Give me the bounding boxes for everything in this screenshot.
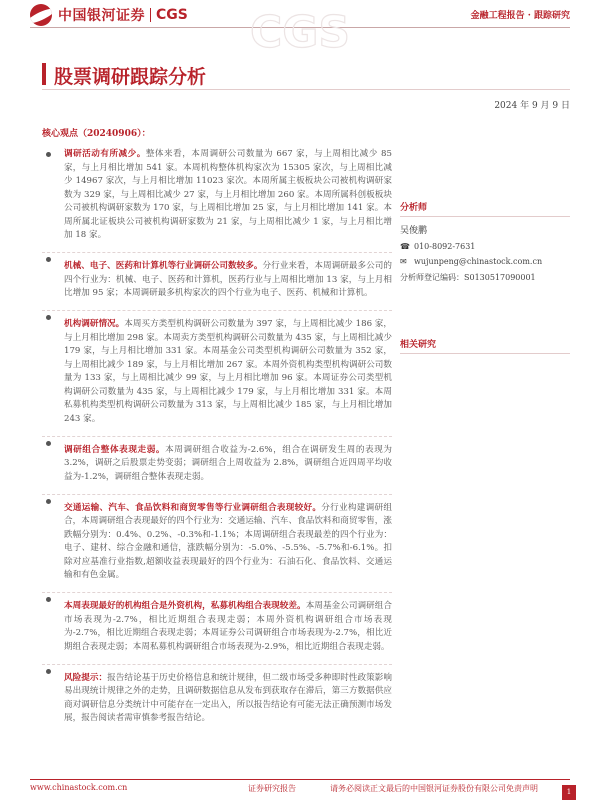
- bullet-lead: 调研活动有所减少。: [64, 149, 146, 159]
- footer-website[interactable]: www.chinastock.com.cn: [30, 783, 128, 792]
- phone-number: 010-8092-7631: [414, 242, 476, 251]
- footer-center: 证券研究报告: [248, 784, 296, 793]
- report-type: 金融工程报告 · 跟踪研究: [470, 11, 570, 21]
- analyst-heading: 分析师: [400, 200, 570, 217]
- logo-cn-text: 中国银河证券: [58, 8, 145, 24]
- bullet-text: 分行业构建调研组合，本周调研组合表现最好的四个行业为：交通运输、汽车、食品饮料和商贸零售，涨跌幅分别为：0.4%、0.2%、-0.3%和-1.1%；本周调研组合表现最差的四个行业为：电子、建材、综合金融和通信，涨跌幅分别为：-5.0%、-5.5%、-5.7%和-6.1%。扣除对应基准行业指数,超额收益表现最好的四个行业为：石油石化、食品饮料、交通运输和有色金属。: [64, 502, 392, 580]
- bullet-lead: 风险提示：: [64, 672, 108, 683]
- bullet-text: 分行业来看，本周调研最多公司的四个行业为：机械、电子、医药和计算机，医药行业与上周相比增加 13 家，与上月相比增加 95 家；本周调研最多机构家次的四个行业为电子、医药、机械和计算机。: [64, 261, 392, 298]
- phone-row: [400, 242, 570, 251]
- report-date: 2024 年 9 月 9 日: [494, 101, 570, 111]
- phone-icon: ☎: [400, 242, 410, 251]
- main-content: [42, 148, 392, 735]
- bullet-lead: 交通运输、汽车、食品饮料和商贸零售等行业调研组合表现较好。: [64, 502, 322, 513]
- bullet-text: 整体来看，本周调研公司数量为 667 家，与上周相比减少 85 家，与上月相比增加 541 家。本周机构整体机构家次为 15305 家次，与上周相比减少 14967 家次，与上月相比增加 11023 家次。本周所属主板板块公司被机构调研家数为 329 家，与上周相比减少 27 家，与上月相比增加 260 家。本周所属科创板板块公司被机构调研家数为 170 家，与上周相比增加 25 家，与上月相比增加 141 家。本周所属北证板块公司被机构调研家数为 21 家，与上周相比减少 1 家，与上月相比增加 18 家。: [64, 149, 392, 240]
- email-row: [400, 257, 570, 266]
- bullet-item: [42, 148, 392, 243]
- svg-text:CGS: CGS: [250, 7, 350, 58]
- bullet-text: 本周基金公司调研组合市场表现为-2.7%，相比近期组合表现走弱；本周外资机构调研组合市场表现为-2.7%，相比近期组合表现走弱；本周证券公司调研组合市场表现为-2.7%，相比近期组合表现走弱；本周私募机构调研组合市场表现为-2.9%，相比近期组合表现走弱。: [64, 601, 392, 652]
- bullet-item: [42, 592, 392, 654]
- footer-disclaimer: 请务必阅读正文最后的中国银河证券股份有限公司免责声明: [330, 784, 538, 793]
- footer-divider: [30, 779, 570, 780]
- bullet-lead: 调研组合整体表现走弱。: [64, 444, 166, 455]
- title-accent-bar: [42, 63, 46, 85]
- bullet-lead: 本周表现最好的机构组合是外资机构，私募机构组合表现较差。: [64, 601, 306, 611]
- bullet-lead: 机械、电子、医药和计算机等行业调研公司数较多。: [64, 261, 263, 271]
- bullet-text: 本周调研组合收益为-2.6%，组合在调研发生周的表现为 3.2%，调研之后股票走势变弱；调研组合上周收益为 2.8%，调研组合近四周平均收益为-1.2%，调研组合整体表现走弱。: [64, 444, 392, 482]
- related-research-heading: 相关研究: [400, 337, 570, 354]
- bullet-text: 本周买方类型机构调研公司数量为 397 家，与上周相比减少 186 家，与上月相比增加 298 家。本周卖方类型机构调研公司数量为 435 家，与上周相比减少 179 家，与上月相比增加 331 家。本周基金公司类型机构调研公司数量为 352 家，与上周相比减少 189 家，与上月相比增加 267 家。本周外资机构类型机构调研公司数量为 133 家，与上周相比减少 99 家，与上月相比增加 96 家。本周证券公司类型机构调研公司数量为 435 家，与上周相比减少 179 家，与上月相比增加 331 家。本周私募机构类型机构调研公司数量为 313 家，与上周相比减少 185 家，与上月相比增加 243 家。: [64, 319, 392, 424]
- logo: [30, 4, 188, 26]
- registration-code: 分析师登记编码：S0130517090001: [400, 273, 536, 282]
- analyst-sidebar: [400, 200, 570, 283]
- bullet-lead: 机构调研情况。: [64, 319, 125, 329]
- bullet-item: [42, 494, 392, 583]
- title-divider: [42, 89, 570, 90]
- bullet-item: [42, 252, 392, 301]
- email-address[interactable]: wujunpeng@chinastock.com.cn: [414, 257, 543, 266]
- watermark-logo-icon: [250, 2, 350, 62]
- bullet-item: [42, 664, 392, 726]
- bullet-text: 报告结论基于历史价格信息和统计规律，但二级市场受多种即时性政策影响易出现统计规律之外的走势，且调研数据信息从发布到获取存在滞后，第三方数据供应商对调研信息分类统计中可能存在一定出入，所以报告结论有可能无法正确预测市场发展，报告阅读者需审慎参考报告结论。: [64, 672, 392, 723]
- logo-separator: [150, 8, 151, 22]
- page-number: 1: [562, 785, 576, 800]
- bullet-item: [42, 310, 392, 426]
- core-viewpoint-label: 核心观点（20240906）：: [42, 129, 151, 139]
- page-title: 股票调研跟踪分析: [54, 66, 207, 88]
- analyst-name: 吴俊鹏: [400, 226, 428, 236]
- logo-mark-icon: [30, 4, 52, 26]
- logo-en-text: CGS: [156, 7, 188, 23]
- email-icon: ✉: [400, 257, 407, 266]
- bullet-item: [42, 436, 392, 485]
